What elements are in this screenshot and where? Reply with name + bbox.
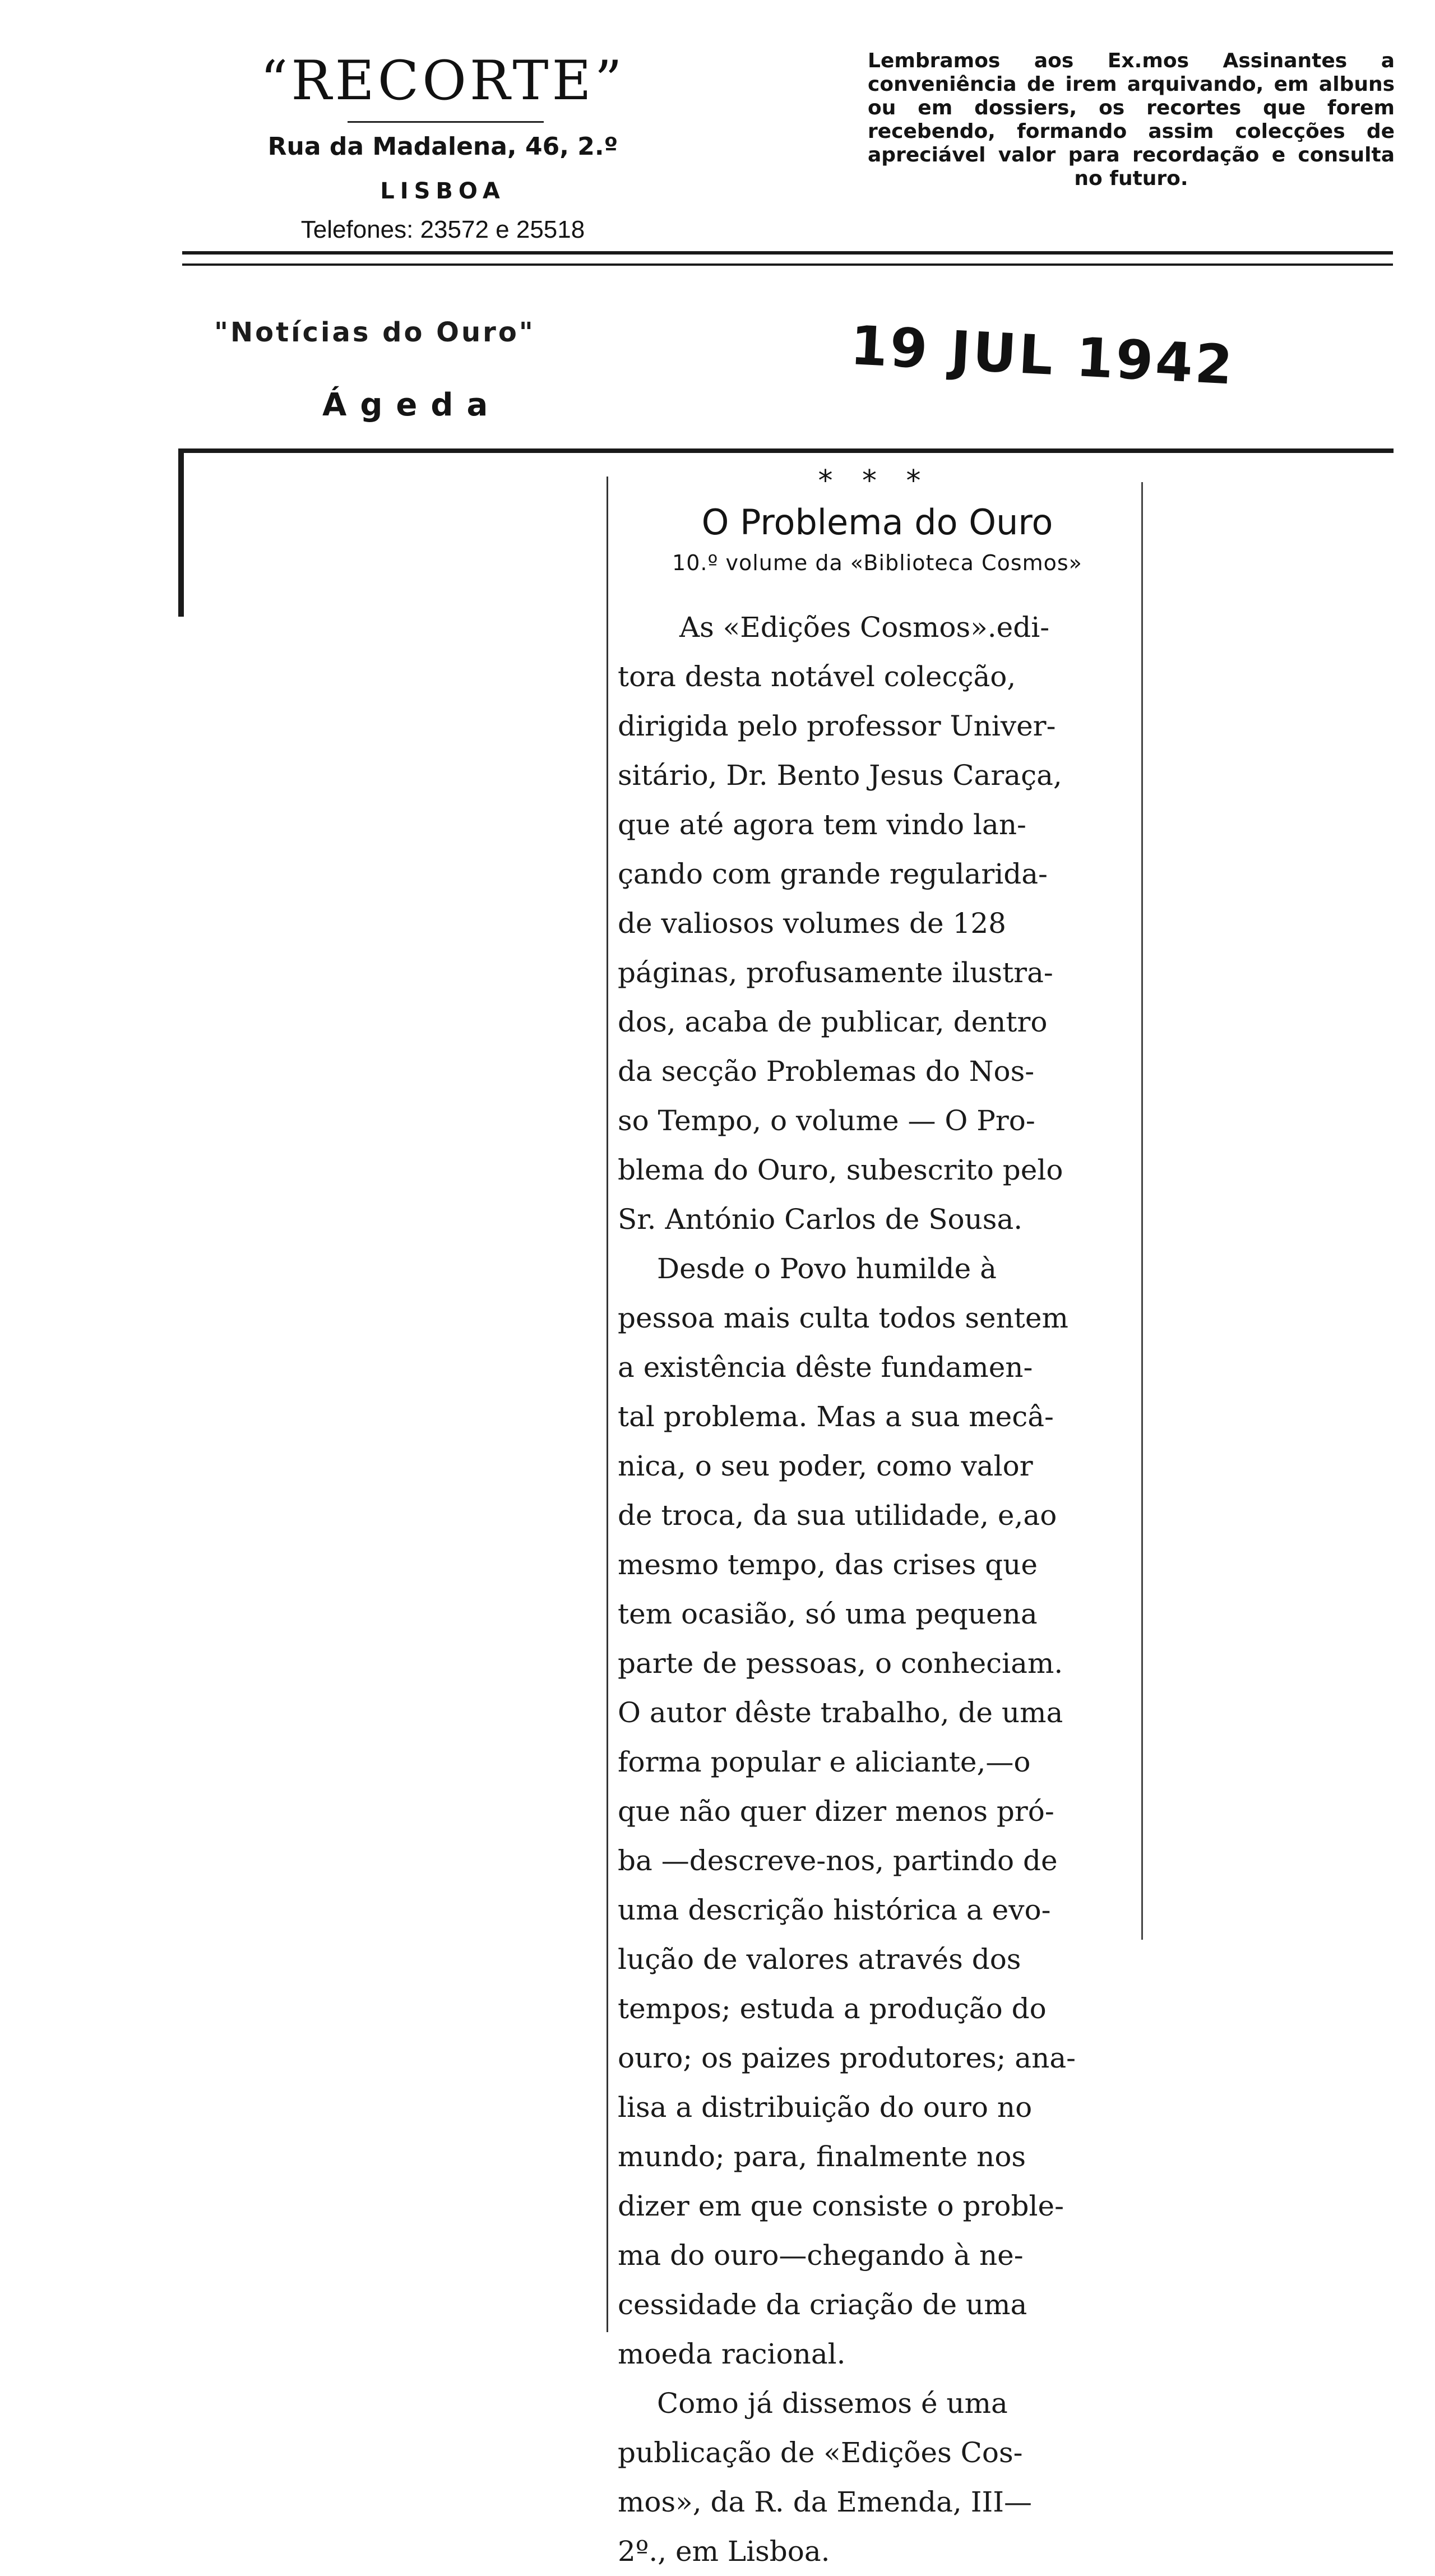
article-line: de troca, da sua utilidade, e,ao bbox=[618, 1499, 1057, 1532]
article-line: tem ocasião, só uma pequena bbox=[618, 1598, 1038, 1630]
article-line: tal problema. Mas a sua mecâ- bbox=[618, 1400, 1054, 1433]
ornament-stars: * * * bbox=[818, 464, 931, 498]
article-line: da secção Problemas do Nos- bbox=[618, 1055, 1035, 1088]
article-line: dos, acaba de publicar, dentro bbox=[618, 1006, 1048, 1038]
brand-phones: Telefones: 23572 e 25518 bbox=[300, 216, 585, 243]
article-line: so Tempo, o volume — O Pro- bbox=[618, 1104, 1035, 1137]
article-line: moeda racional. bbox=[618, 2338, 846, 2370]
column-edge-right bbox=[1141, 482, 1143, 1940]
article-line: tora desta notável colecção, bbox=[618, 660, 1016, 693]
article-line: uma descrição histórica a evo- bbox=[618, 1894, 1051, 1926]
article-line: que não quer dizer menos pró- bbox=[618, 1795, 1054, 1828]
article-line: mesmo tempo, das crises que bbox=[618, 1548, 1038, 1581]
article-line: blema do Ouro, subescrito pelo bbox=[618, 1154, 1063, 1186]
article-line: sitário, Dr. Bento Jesus Caraça, bbox=[618, 759, 1062, 792]
article-line: páginas, profusamente ilustra- bbox=[618, 956, 1053, 989]
clipping-frame-top bbox=[178, 448, 1394, 453]
header-rule bbox=[182, 251, 1393, 255]
article-line: Como já dissemos é uma bbox=[657, 2387, 1008, 2420]
article-line: que até agora tem vindo lan- bbox=[618, 808, 1026, 841]
article-line: mos», da R. da Emenda, III— bbox=[618, 2486, 1032, 2518]
article-line: publicação de «Edições Cos- bbox=[618, 2436, 1023, 2469]
brand-title: “RECORTE” bbox=[260, 49, 626, 112]
source-newspaper: "Notícias do Ouro" bbox=[214, 317, 535, 348]
article-line: nica, o seu poder, como valor bbox=[618, 1450, 1033, 1482]
article-title: O Problema do Ouro bbox=[701, 502, 1053, 543]
article-line: dirigida pelo professor Univer- bbox=[618, 710, 1056, 742]
article-line: tempos; estuda a produção do bbox=[618, 1992, 1047, 2025]
article-line: ba —descreve-nos, partindo de bbox=[618, 1844, 1058, 1877]
article-line: parte de pessoas, o conheciam. bbox=[618, 1647, 1063, 1680]
source-place: Ágeda bbox=[322, 387, 502, 423]
article-line: Sr. António Carlos de Sousa. bbox=[618, 1203, 1023, 1236]
subscriber-notice: Lembramos aos Ex.mos Assinantes a conveniência de irem arquivando, em albuns ou em dossiers, os recortes que forem recebendo, formando assim colecções de apreciável valor para recordação e consulta no futuro. bbox=[868, 49, 1395, 190]
header-rule-secondary bbox=[182, 263, 1393, 266]
article-line: a existência dêste fundamen- bbox=[618, 1351, 1033, 1384]
article-line: dizer em que consiste o proble- bbox=[618, 2190, 1064, 2222]
article-line: pessoa mais culta todos sentem bbox=[618, 1302, 1068, 1334]
article-line: 2º., em Lisboa. bbox=[618, 2535, 830, 2568]
brand-divider bbox=[348, 121, 544, 123]
article-line: lisa a distribuição do ouro no bbox=[618, 2091, 1033, 2124]
article-line: ma do ouro—chegando à ne- bbox=[618, 2239, 1024, 2272]
article-line: As «Edições Cosmos».edi- bbox=[679, 611, 1050, 644]
article-line: de valiosos volumes de 128 bbox=[618, 907, 1006, 940]
article-line: cessidade da criação de uma bbox=[618, 2288, 1027, 2321]
date-stamp: 19 JUL 1942 bbox=[849, 314, 1237, 397]
clipping-frame-left bbox=[178, 448, 184, 617]
article-body bbox=[618, 603, 1122, 2576]
brand-city: LISBOA bbox=[380, 178, 506, 204]
article-line: çando com grande regularida- bbox=[618, 858, 1048, 890]
article-line: mundo; para, finalmente nos bbox=[618, 2140, 1026, 2173]
article-subtitle: 10.º volume da «Biblioteca Cosmos» bbox=[672, 551, 1082, 575]
article-line: Desde o Povo humilde à bbox=[657, 1252, 997, 1285]
article-line: O autor dêste trabalho, de uma bbox=[618, 1696, 1063, 1729]
brand-address: Rua da Madalena, 46, 2.º bbox=[267, 132, 618, 161]
column-edge-left bbox=[607, 477, 608, 2332]
article-line: ouro; os paizes produtores; ana- bbox=[618, 2042, 1076, 2074]
article-line: lução de valores através dos bbox=[618, 1943, 1021, 1976]
article-line: forma popular e aliciante,—o bbox=[618, 1746, 1031, 1778]
